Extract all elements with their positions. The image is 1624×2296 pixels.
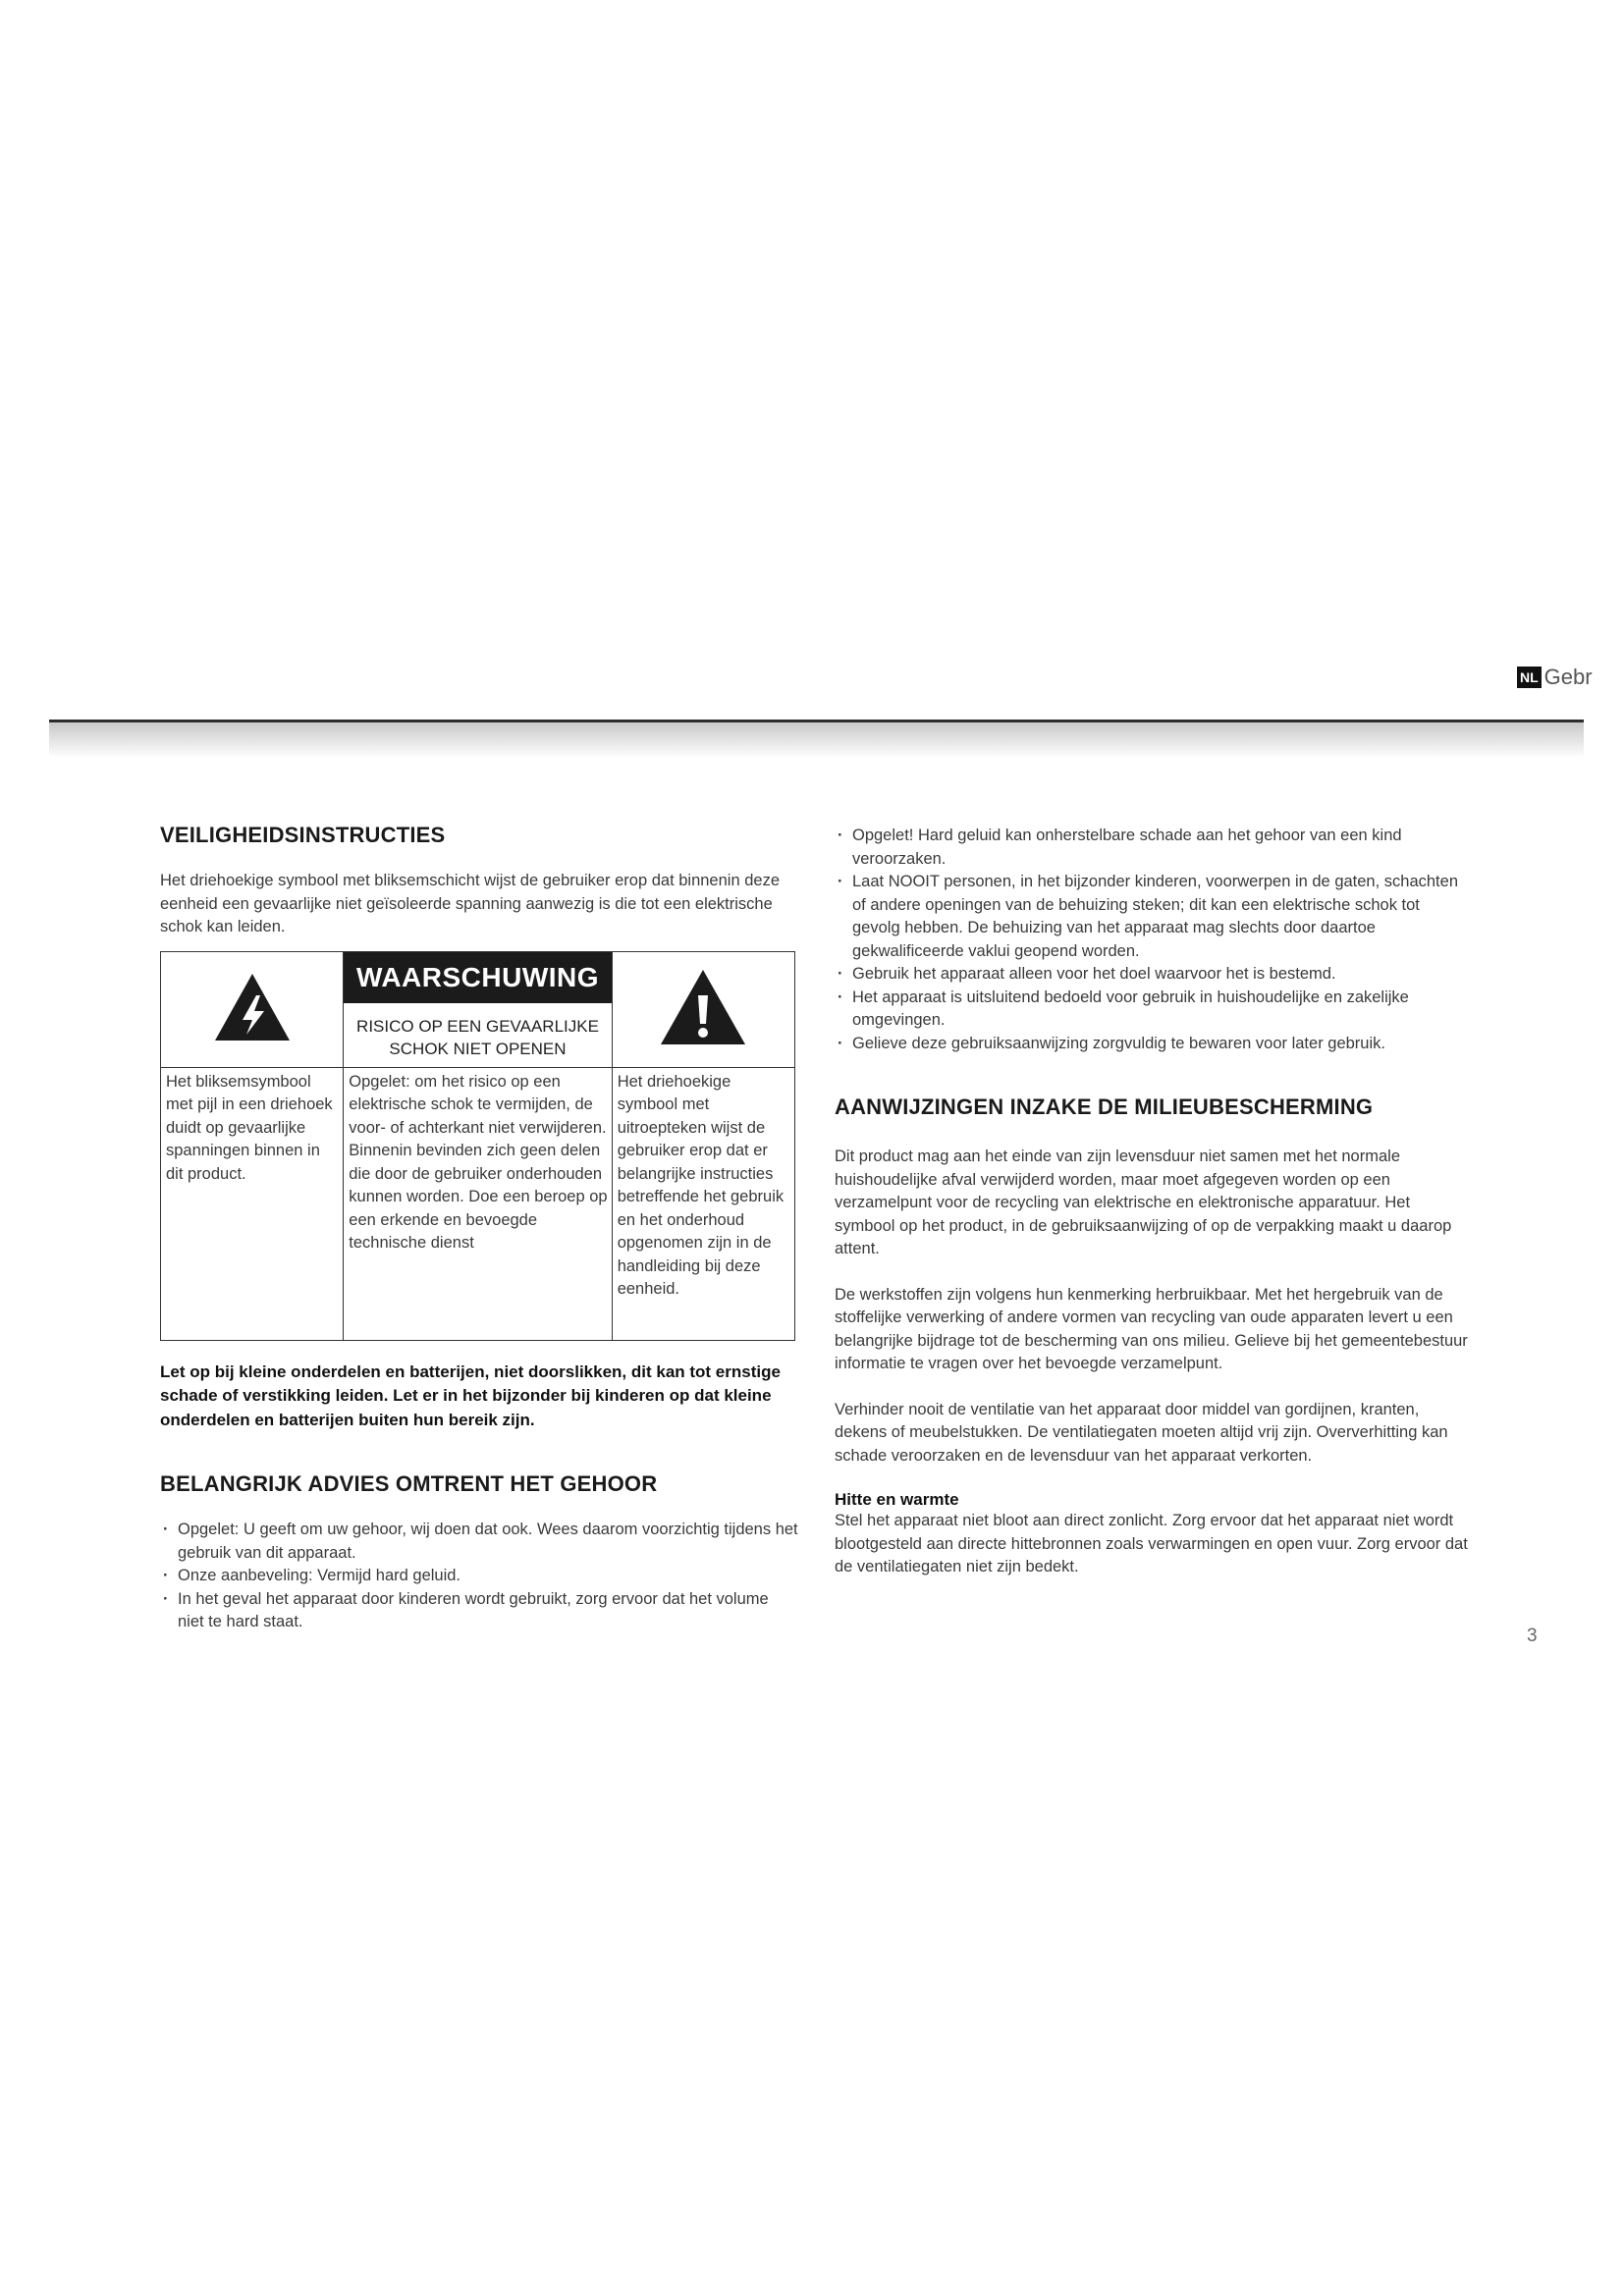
safety-intro: Het driehoekige symbool met bliksemschicht wijst de gebruiker erop dat binnenin deze eenheid een gevaarlijke niet geïsoleerde spanning aanwezig is die tot een elektrische schok kan leiden. (160, 872, 780, 935)
heat-paragraph: Stel het apparaat niet bloot aan direct zonlicht. Zorg ervoor dat het apparaat niet wordt blootgesteld aan directe hittebronnen zoals verwarmingen en open vuur. Zorg ervoor dat de ventilatiegaten niet zijn bedekt. (835, 1512, 1468, 1575)
warning-table (160, 951, 795, 1341)
language-label: NL (1517, 667, 1542, 688)
left-column (160, 823, 798, 1634)
warning-icon-cell-right (612, 951, 794, 1067)
heat-heading: Hitte en warmte (835, 1490, 959, 1509)
manual-title: Gebr (1543, 665, 1593, 689)
warning-banner: WAARSCHUWING (344, 952, 611, 1003)
list-item: · Opgelet! Hard geluid kan onherstelbare schade aan het gehoor van een kind veroorzaken. (835, 825, 1468, 871)
safety-heading: VEILIGHEIDSINSTRUCTIES (160, 823, 446, 847)
right-column (835, 825, 1468, 1579)
list-item: · Onze aanbeveling: Vermijd hard geluid. (160, 1565, 798, 1588)
list-item: · Opgelet: U geeft om uw gehoor, wij doen dat ook. Wees daarom voorzichtig tijdens het gebruik van dit apparaat. (160, 1519, 798, 1565)
list-item: · Laat NOOIT personen, in het bijzonder kinderen, voorwerpen in de gaten, schachten of andere openingen van de behuizing steken; dit kan een elektrische schok tot gevolg hebben. De behuizing van het apparaat mag slechts door daartoe gekwalificeerde vaklui geopend worden. (835, 871, 1468, 963)
list-item: · Gelieve deze gebruiksaanwijzing zorgvuldig te bewaren voor later gebruik. (835, 1033, 1468, 1056)
header-shadow (49, 722, 1584, 758)
warning-icon-cell-left (161, 951, 344, 1067)
environment-paragraph: Verhinder nooit de ventilatie van het apparaat door middel van gordijnen, kranten, dekens of meubelstukken. De ventilatiegaten moeten altijd vrij zijn. Oververhitting kan schade veroorzaken en de levensduur van het apparaat verkorten. (835, 1400, 1448, 1465)
exclamation-description: Het driehoekige symbool met uitroepteken wijst de gebruiker erop dat er belangrijke instructies betreffende het gebruik en het onderhoud opgenomen zijn in de handleiding bij deze eenheid. (612, 1067, 794, 1340)
hearing-heading: BELANGRIJK ADVIES OMTRENT HET GEHOOR (160, 1471, 658, 1496)
environment-paragraph: Dit product mag aan het einde van zijn levensduur niet samen met het normale huishoudelijke afval verwijderd worden, maar moet afgegeven worden op een verzamelpunt voor de recycling van elektrische en elektronische apparatuur. Het symbool op het product, in de gebruiksaanwijzing of op de verpakking maakt u daarop attent. (835, 1148, 1452, 1257)
list-item: · In het geval het apparaat door kinderen wordt gebruikt, zorg ervoor dat het volume niet te hard staat. (160, 1588, 798, 1634)
warning-banner-cell (344, 951, 612, 1067)
caution-description: Opgelet: om het risico op een elektrische schok te vermijden, de voor- of achterkant niet verwijderen. Binnenin bevinden zich geen delen die door de gebruiker onderhouden kunnen worden. Doe een beroep op een erkende en bevoegde technische dienst (344, 1067, 612, 1340)
small-parts-warning: Let op bij kleine onderdelen en batterijen, niet doorslikken, dit kan tot ernstige schade of verstikking leiden. Let er in het bijzonder bij kinderen op dat kleine onderdelen en batterijen buiten hun bereik zijn. (160, 1362, 781, 1429)
exclamation-warning-icon (659, 968, 747, 1046)
page-number: 3 (1527, 1626, 1538, 1646)
header-badge (1517, 665, 1593, 690)
risk-text: RISICO OP EEN GEVAARLIJKE SCHOK NIET OPENEN (356, 1016, 599, 1058)
general-list (835, 825, 1468, 1055)
environment-heading: AANWIJZINGEN INZAKE DE MILIEUBESCHERMING (835, 1095, 1374, 1119)
lightning-warning-icon (213, 972, 292, 1042)
list-item: · Het apparaat is uitsluitend bedoeld voor gebruik in huishoudelijke en zakelijke omgevingen. (835, 987, 1468, 1033)
environment-paragraph: De werkstoffen zijn volgens hun kenmerking herbruikbaar. Met het hergebruik van de stoffelijke verwerking of andere vormen van recycling van oude apparaten levert u een belangrijke bijdrage tot de bescherming van ons milieu. Gelieve bij het gemeentebestuur informatie te vragen over het bevoegde verzamelpunt. (835, 1285, 1468, 1372)
list-item: · Gebruik het apparaat alleen voor het doel waarvoor het is bestemd. (835, 963, 1468, 987)
hearing-list (160, 1519, 798, 1634)
lightning-description: Het bliksemsymbool met pijl in een driehoek duidt op gevaarlijke spanningen binnen in dit product. (161, 1067, 344, 1340)
